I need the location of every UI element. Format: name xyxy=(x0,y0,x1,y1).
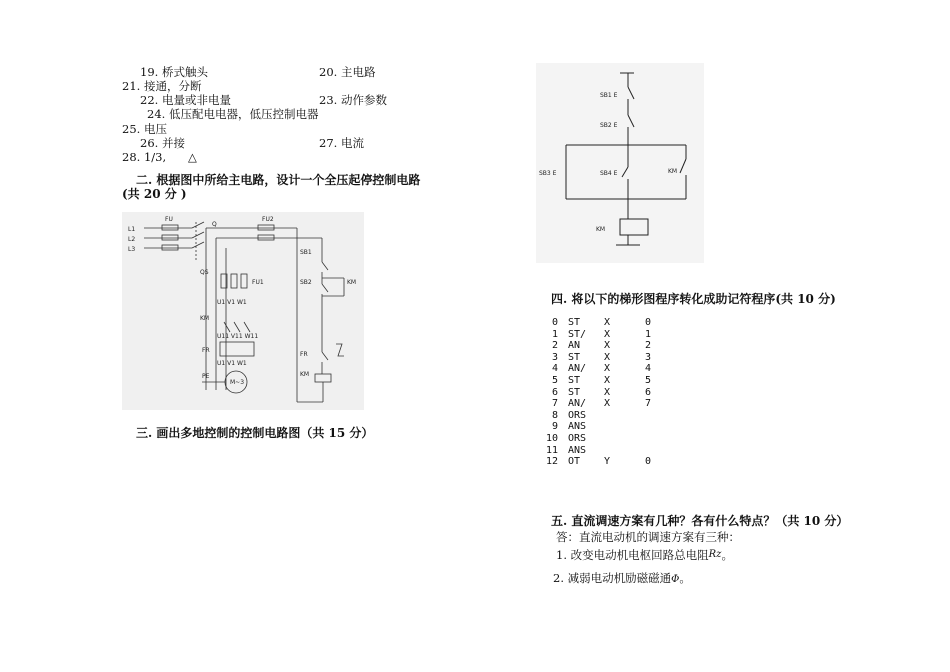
device: X xyxy=(604,398,611,410)
step-number: 6 xyxy=(551,386,558,398)
program-row xyxy=(542,352,662,364)
step-number: 8 xyxy=(551,409,558,421)
rz-symbol: Rz xyxy=(708,549,722,560)
ladder-sb1-label: SB1 E xyxy=(600,92,618,99)
label-fu1: FU1 xyxy=(252,279,264,286)
section-2-title: 二. 根据图中所给主电路，设计一个全压起停控制电路 xyxy=(136,173,421,187)
instruction: AN xyxy=(568,340,581,352)
ladder-km-coil-label: KM xyxy=(596,226,606,233)
main-circuit-figure xyxy=(122,212,364,410)
label-km-coil: KM xyxy=(300,371,310,378)
label-fr-contact: FR xyxy=(300,351,308,358)
program-row xyxy=(542,445,662,457)
instruction: ANS xyxy=(568,421,587,433)
label-pe: PE xyxy=(202,373,210,380)
item-1-end: 。 xyxy=(721,548,733,562)
ladder-sb4-label: SB4 E xyxy=(600,170,618,177)
device: X xyxy=(604,363,611,375)
section-5-item-1 xyxy=(556,548,733,562)
section-4-title: 四. 将以下的梯形图程序转化成助记符程序(共 10 分) xyxy=(551,292,836,306)
step-number: 11 xyxy=(545,444,558,456)
instruction: ORS xyxy=(568,409,587,421)
label-sb1: SB1 xyxy=(300,249,312,256)
section-5-item-2 xyxy=(553,572,691,586)
label-l2: L2 xyxy=(128,236,136,243)
operand: 4 xyxy=(645,363,652,375)
answer-28 xyxy=(122,151,197,164)
device: X xyxy=(604,351,611,363)
answer-26: 26. 并接 xyxy=(140,136,185,150)
label-uvw3: U1 V1 W1 xyxy=(217,360,247,367)
program-row xyxy=(542,340,662,352)
section-5-intro: 答：直流电动机的调速方案有三种： xyxy=(556,530,740,544)
device: X xyxy=(604,328,611,340)
program-row xyxy=(542,433,662,445)
label-km-contact: KM xyxy=(347,279,357,286)
ladder-km-contact-label: KM xyxy=(668,168,678,175)
phi-symbol: Φ xyxy=(671,574,680,585)
answer-28-text: 28. 1/3, xyxy=(122,150,167,164)
ladder-sb2-label: SB2 E xyxy=(600,122,618,129)
answer-22: 22. 电量或非电量 xyxy=(140,93,231,107)
program-row xyxy=(542,398,662,410)
program-row xyxy=(542,456,662,468)
operand: 1 xyxy=(645,328,652,340)
device: X xyxy=(604,317,611,328)
section-2-points: (共 20 分 ) xyxy=(122,187,187,201)
instruction: AN/ xyxy=(568,398,587,410)
step-number: 12 xyxy=(545,456,558,468)
section-5-title: 五. 直流调速方案有几种？各有什么特点？（共 10 分） xyxy=(551,514,849,528)
step-number: 3 xyxy=(551,351,558,363)
answer-27: 27. 电流 xyxy=(319,136,364,150)
instruction: ST xyxy=(568,317,581,328)
multi-location-control-figure xyxy=(536,63,704,263)
program-row xyxy=(542,317,662,329)
operand: 5 xyxy=(645,374,652,386)
answer-20: 20. 主电路 xyxy=(319,65,376,79)
program-row xyxy=(542,363,662,375)
operand: 7 xyxy=(645,398,652,410)
program-row xyxy=(542,375,662,387)
answer-21: 21. 接通，分断 xyxy=(122,79,202,93)
step-number: 1 xyxy=(551,328,558,340)
instruction: ANS xyxy=(568,444,587,456)
instruction: ST xyxy=(568,351,581,363)
label-q: Q xyxy=(212,221,217,228)
step-number: 7 xyxy=(551,398,558,410)
label-l1: L1 xyxy=(128,226,136,233)
delta-symbol: △ xyxy=(188,150,197,164)
label-uvw: U1 V1 W1 xyxy=(217,299,247,306)
device: Y xyxy=(604,456,611,468)
answer-23: 23. 动作参数 xyxy=(319,93,387,107)
step-number: 4 xyxy=(551,363,558,375)
operand: 3 xyxy=(645,351,652,363)
label-uvw2: U11 V11 W11 xyxy=(217,333,259,340)
step-number: 10 xyxy=(545,432,558,444)
label-fu2: FU2 xyxy=(262,216,274,223)
step-number: 0 xyxy=(551,317,558,328)
answer-24: 24. 低压配电电器，低压控制电器 xyxy=(147,107,319,121)
operand: 0 xyxy=(645,317,652,328)
instruction: OT xyxy=(568,456,581,468)
ladder-sb3-label: SB3 E xyxy=(539,170,557,177)
answer-25: 25. 电压 xyxy=(122,122,167,136)
label-fu: FU xyxy=(165,216,173,223)
device: X xyxy=(604,374,611,386)
instruction: ORS xyxy=(568,432,587,444)
step-number: 5 xyxy=(551,374,558,386)
operand: 6 xyxy=(645,386,652,398)
label-l3: L3 xyxy=(128,246,136,253)
device: X xyxy=(604,386,611,398)
item-2-end: 。 xyxy=(679,571,691,585)
instruction: AN/ xyxy=(568,363,587,375)
program-row xyxy=(542,387,662,399)
operand: 2 xyxy=(645,340,652,352)
program-row xyxy=(542,421,662,433)
label-motor: M~3 xyxy=(230,379,245,386)
answer-19: 19. 桥式触头 xyxy=(140,65,208,79)
instruction: ST xyxy=(568,386,581,398)
device: X xyxy=(604,340,611,352)
label-sb2: SB2 xyxy=(300,279,312,286)
label-fr: FR xyxy=(202,347,210,354)
item-2-text: 2. 减弱电动机励磁磁通 xyxy=(553,571,672,585)
step-number: 2 xyxy=(551,340,558,352)
program-row xyxy=(542,329,662,341)
item-1-text: 1. 改变电动机电枢回路总电阻 xyxy=(556,548,709,562)
mnemonic-program xyxy=(542,317,662,468)
section-3-title: 三. 画出多地控制的控制电路图（共 15 分） xyxy=(136,426,374,440)
program-row xyxy=(542,410,662,422)
label-qs: QS xyxy=(200,269,209,276)
operand: 0 xyxy=(645,456,652,468)
label-km: KM xyxy=(200,315,210,322)
instruction: ST xyxy=(568,374,581,386)
step-number: 9 xyxy=(551,421,558,433)
instruction: ST/ xyxy=(568,328,587,340)
